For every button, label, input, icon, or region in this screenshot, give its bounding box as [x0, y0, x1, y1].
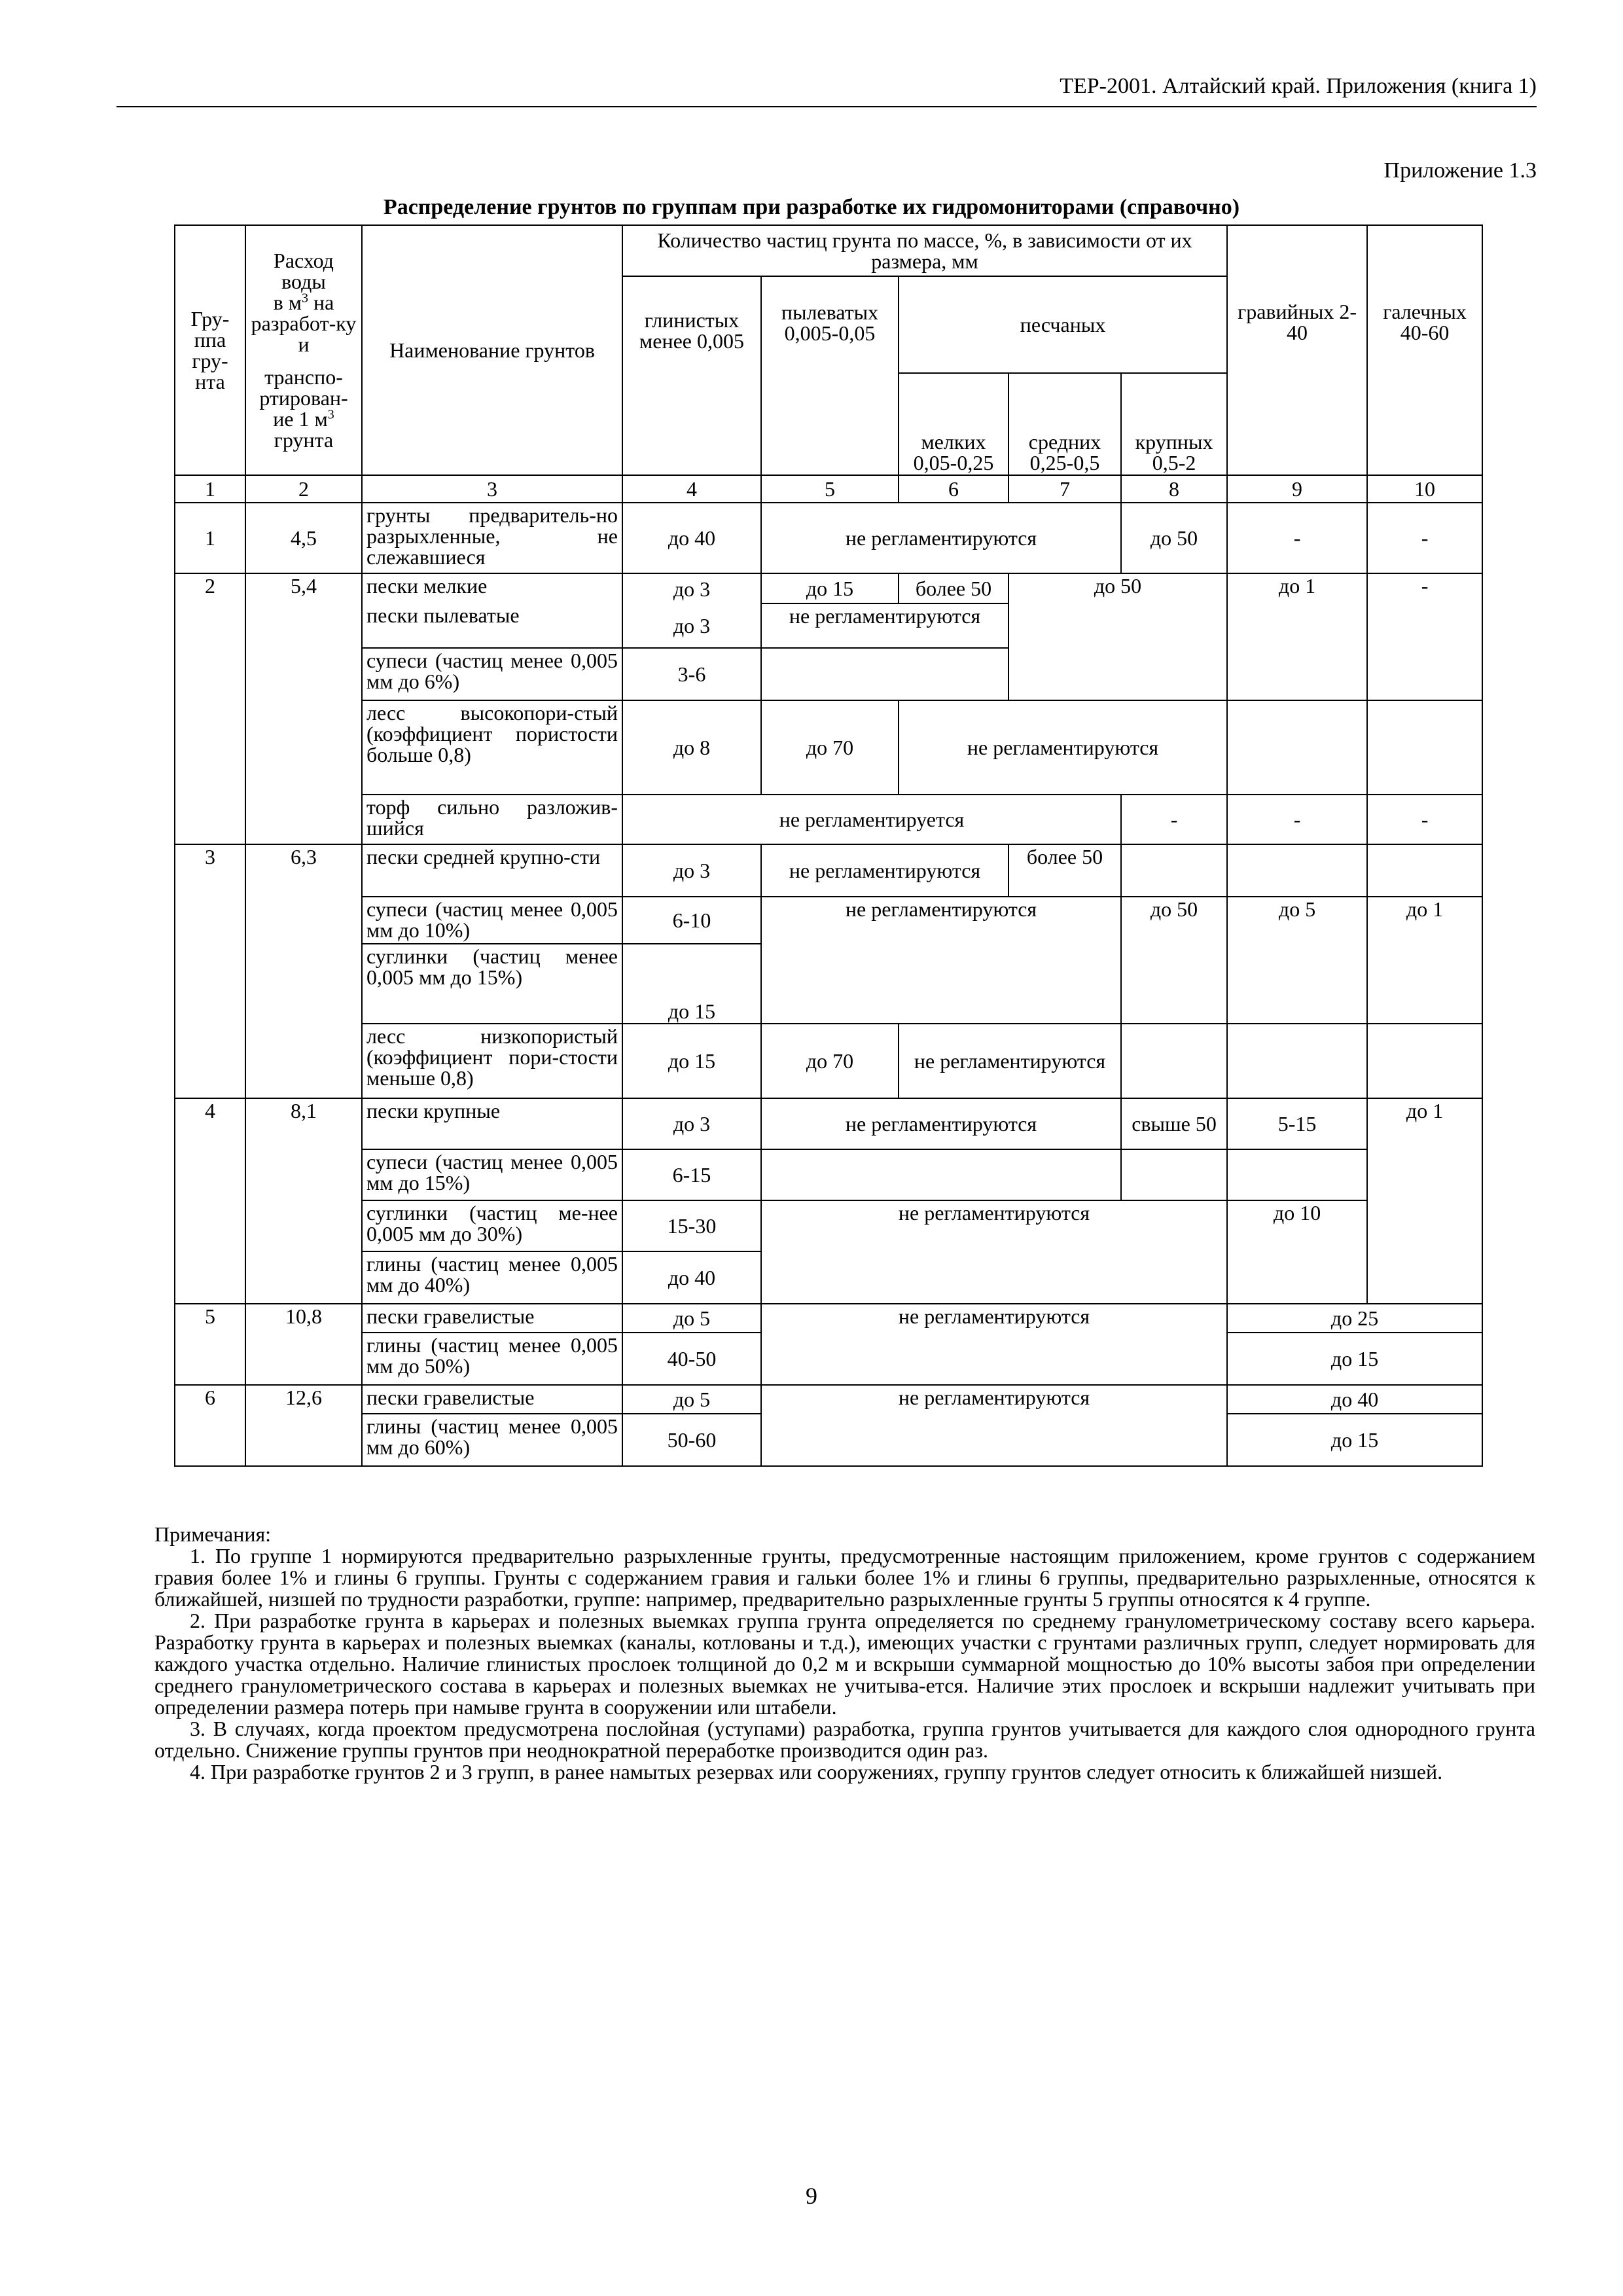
clay-cell: 6-15: [622, 1149, 761, 1200]
colnum-1: 1: [175, 475, 245, 503]
header-water-sup: 3: [302, 291, 309, 306]
soil-name: суглинки (частиц ме-нее 0,005 мм до 30%): [362, 1200, 622, 1251]
pebble-cell: -: [1367, 503, 1482, 573]
header-particles: Количество частиц грунта по массе, %, в зависимости от их размера, мм: [622, 225, 1227, 276]
header-water-c: [250, 367, 357, 450]
clay-cell: 40-50: [622, 1333, 761, 1385]
soil-name: суглинки (частиц менее 0,005 мм до 15%): [362, 944, 622, 1024]
gravel-cell: [1227, 844, 1367, 897]
header-pebble: галечных 40-60: [1367, 276, 1482, 475]
clay-cell: 50-60: [622, 1414, 761, 1466]
clay-cell: 3-6: [622, 648, 761, 700]
group-cell: 3: [175, 844, 245, 1098]
clay-cell: до 5: [622, 1385, 761, 1414]
pebble-cell: до 1: [1367, 1098, 1482, 1304]
soil-name: торф сильно разложив-шийся: [362, 795, 622, 844]
fine-cell: более 50: [899, 573, 1008, 603]
header-group: Гру-ппа гру-нта: [175, 225, 245, 475]
header-clay: глинистых менее 0,005: [622, 276, 761, 475]
header-water: [245, 225, 362, 475]
soil-name: грунты предваритель-но разрыхленные, не слежавшиеся: [362, 503, 622, 573]
gravel-cell: [1227, 1024, 1367, 1098]
merged-cell: не регламентируются: [899, 700, 1227, 795]
header-name: Наименование грунтов: [362, 225, 622, 475]
header-water-b2: на разработ-ку и: [251, 291, 357, 356]
clay-cell: до 8: [622, 700, 761, 795]
water-cell: 5,4: [245, 573, 362, 844]
coarse-cell: [1121, 1024, 1227, 1098]
water-cell: 10,8: [245, 1304, 362, 1385]
header-sand-medium: средних 0,25-0,5: [1008, 373, 1121, 475]
clay-cell: до 15: [622, 1024, 761, 1098]
soil-name: лесс высокопори-стый (коэффициент пористости больше 0,8): [362, 700, 622, 795]
note-2: 2. При разработке грунта в карьерах и полезных выемках группа грунта определяется по среднему гранулометрическому составу всего карьера. Разработку грунта в карьерах и полезных выемках (каналы, котлованы и т.д.), имеющих участки с грунтами различных групп, следует нормировать для каждого участка отдельно. Наличие глинистых прослоек толщиной до 0,2 м и вскрыши суммарной мощностью до 10% высоты забоя при определении среднего гранулометрического состава в карьерах и полезных выемках не учитыва-ется. Наличие этих прослоек и вскрыши надлежит учитывать при определении размера потерь при намыве грунта в сооружении или штабели.: [154, 1609, 1535, 1719]
header-silt: пылеватых 0,005-0,05: [761, 276, 899, 475]
empty-cell: [761, 1149, 1121, 1200]
merged-cell: не регламентируются: [761, 1304, 1227, 1385]
gravel-cell: -: [1227, 795, 1367, 844]
merged-cell: не регламентируются: [761, 1200, 1227, 1304]
group-cell: 4: [175, 1098, 245, 1304]
header-water-a: Расход воды: [274, 249, 334, 293]
table-title: Распределение грунтов по группам при разработке их гидромониторами (справочно): [383, 195, 1240, 219]
header-blank-b: [1367, 225, 1482, 276]
clay-cell: до 3: [622, 1098, 761, 1149]
gravel-pebble-cell: до 15: [1227, 1333, 1482, 1385]
colnum-2: 2: [245, 475, 362, 503]
merged-cell: не регламентируются: [761, 1098, 1121, 1149]
pebble-cell: [1367, 1024, 1482, 1098]
colnum-6: 6: [899, 475, 1008, 503]
gravel-pebble-cell: до 15: [1227, 1414, 1482, 1466]
header-blank-a: [1227, 225, 1367, 276]
clay-cell: до 5: [622, 1304, 761, 1333]
gravel-pebble-cell: до 40: [1227, 1385, 1482, 1414]
soil-name: глины (частиц менее 0,005 мм до 60%): [362, 1414, 622, 1466]
medium-cell: более 50: [1008, 844, 1121, 897]
colnum-9: 9: [1227, 475, 1367, 503]
group-cell: 6: [175, 1385, 245, 1466]
gravel-cell: 5-15: [1227, 1098, 1367, 1149]
note-4: 4. При разработке грунтов 2 и 3 групп, в ранее намытых резервах или сооружениях, группу грунтов следует относить к ближайшей низшей.: [190, 1760, 1443, 1784]
header-water-b1: в м: [273, 291, 302, 314]
colnum-7: 7: [1008, 475, 1121, 503]
coarse-cell: до 50: [1121, 503, 1227, 573]
merged-cell: не регламентируются: [761, 844, 1008, 897]
clay-cell: до 40: [622, 1251, 761, 1304]
soil-name: пески гравелистые: [362, 1304, 622, 1333]
coarse-cell: до 50: [1121, 897, 1227, 1024]
merged-cell: не регламентируются: [761, 603, 1008, 648]
colnum-3: 3: [362, 475, 622, 503]
header-sand-coarse: крупных 0,5-2: [1121, 373, 1227, 475]
group-cell: 1: [175, 503, 245, 573]
gravel-cell: до 10: [1227, 1200, 1367, 1304]
silt-cell: до 70: [761, 700, 899, 795]
pebble-cell: [1367, 844, 1482, 897]
soil-name: пески крупные: [362, 1098, 622, 1149]
header-water-b: [250, 292, 357, 355]
water-cell: 4,5: [245, 503, 362, 573]
note-3: 3. В случаях, когда проектом предусмотрена послойная (уступами) разработка, группа грунтов учитывается для каждого слоя однородного грунта отдельно. Снижение группы грунтов при неоднократной переработке производится один раз.: [154, 1717, 1535, 1762]
pebble-cell: [1367, 700, 1482, 795]
soil-name: пески средней крупно-сти: [362, 844, 622, 897]
header-sand-fine: мелких 0,05-0,25: [899, 373, 1008, 475]
header-gravel: гравийных 2-40: [1227, 276, 1367, 475]
clay-cell: до 15: [622, 944, 761, 1024]
water-cell: 6,3: [245, 844, 362, 1098]
page-number: 9: [806, 2183, 817, 2209]
soil-name: пески пылеватые: [362, 603, 622, 648]
note-1: 1. По группе 1 нормируются предварительно разрыхленные грунты, предусмотренные настоящим приложением, кроме грунтов с содержанием гравия более 1% и глины 6 группы. Грунты с содержанием гравия и гальки более 1% и глины 6 группы, предварительно разрыхленные, относятся к ближайшей, низшей по трудности разработки, группе: например, предварительно разрыхленные грунты 5 группы относятся к 4 группе.: [154, 1544, 1535, 1611]
appendix-number: Приложение 1.3: [1383, 158, 1537, 183]
soil-name: глины (частиц менее 0,005 мм до 40%): [362, 1251, 622, 1304]
gravel-cell: до 5: [1227, 897, 1367, 1024]
coarse-cell: свыше 50: [1121, 1098, 1227, 1149]
empty-cell: [761, 648, 1008, 700]
coarse-cell: [1121, 1149, 1227, 1200]
colnum-5: 5: [761, 475, 899, 503]
soil-name: супеси (частиц менее 0,005 мм до 10%): [362, 897, 622, 944]
water-cell: 8,1: [245, 1098, 362, 1304]
coarse-cell: [1121, 844, 1227, 897]
colnum-4: 4: [622, 475, 761, 503]
clay-cell: до 3: [622, 573, 761, 603]
header-sand: песчаных: [899, 276, 1227, 373]
soil-name: глины (частиц менее 0,005 мм до 50%): [362, 1333, 622, 1385]
merged-cell: не регламентируется: [622, 795, 1121, 844]
header-water-sup2: 3: [327, 407, 334, 422]
group-cell: 2: [175, 573, 245, 844]
page-header: ТЕР-2001. Алтайский край. Приложения (книга 1): [116, 73, 1537, 107]
merged-cell: не регламентируются: [761, 897, 1121, 1024]
gravel-cell: [1227, 700, 1367, 795]
gravel-pebble-cell: до 25: [1227, 1304, 1482, 1333]
clay-cell: до 40: [622, 503, 761, 573]
colnum-8: 8: [1121, 475, 1227, 503]
soil-name: пески мелкие: [362, 573, 622, 603]
soil-name: пески гравелистые: [362, 1385, 622, 1414]
coarse-cell: -: [1121, 795, 1227, 844]
pebble-cell: -: [1367, 573, 1482, 700]
clay-cell: до 3: [622, 603, 761, 648]
merged-cell: не регламентируются: [761, 1385, 1227, 1466]
colnum-10: 10: [1367, 475, 1482, 503]
notes-heading: Примечания:: [154, 1522, 272, 1546]
merged-cell: не регламентируются: [899, 1024, 1121, 1098]
silt-cell: до 15: [761, 573, 899, 603]
header-water-c1: транспо-ртирован-ие 1 м: [259, 365, 348, 431]
clay-cell: 6-10: [622, 897, 761, 944]
group-cell: 5: [175, 1304, 245, 1385]
header-water-c2: грунта: [274, 428, 334, 452]
clay-cell: до 3: [622, 844, 761, 897]
gravel-cell: до 1: [1227, 573, 1367, 700]
silt-cell: до 70: [761, 1024, 899, 1098]
medium-coarse-cell: до 50: [1008, 573, 1227, 700]
water-cell: 12,6: [245, 1385, 362, 1466]
soil-name: супеси (частиц менее 0,005 мм до 15%): [362, 1149, 622, 1200]
pebble-cell: -: [1367, 795, 1482, 844]
soil-name: супеси (частиц менее 0,005 мм до 6%): [362, 648, 622, 700]
pebble-cell: до 1: [1367, 897, 1482, 1024]
clay-cell: 15-30: [622, 1200, 761, 1251]
gravel-cell: -: [1227, 503, 1367, 573]
soil-name: лесс низкопористый (коэффициент пори-стости меньше 0,8): [362, 1024, 622, 1098]
soil-groups-table: [174, 224, 1483, 1467]
notes: [154, 1524, 1535, 1783]
merged-cell: не регламентируются: [761, 503, 1121, 573]
gravel-cell: [1227, 1149, 1367, 1200]
